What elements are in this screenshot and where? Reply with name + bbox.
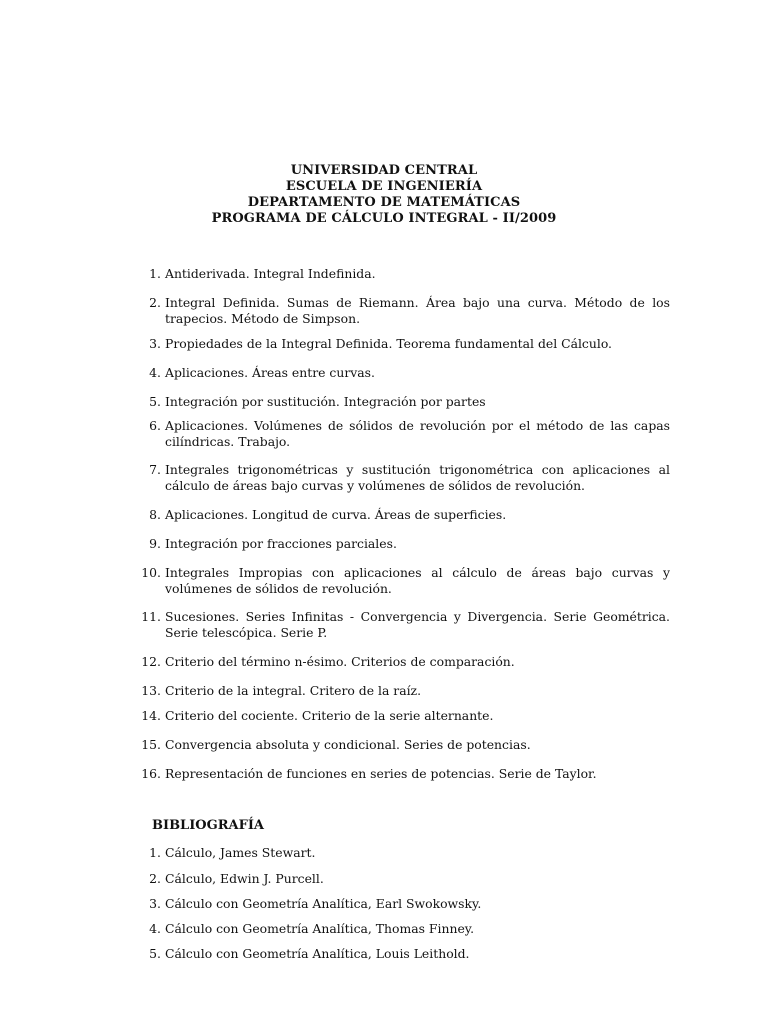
item-text: Integral Definida. Sumas de Riemann. Área bajo una curva. Método de los trapecios. Método de Simpson. bbox=[165, 295, 670, 326]
item-text: Cálculo con Geometría Analítica, Louis Leithold. bbox=[165, 946, 470, 961]
item-number: 11. bbox=[141, 609, 161, 624]
item-number: 2. bbox=[149, 295, 161, 310]
school-name: ESCUELA DE INGENIERÍA bbox=[285, 179, 483, 194]
item-number: 15. bbox=[141, 737, 161, 752]
item-text: Aplicaciones. Longitud de curva. Áreas de superficies. bbox=[165, 507, 507, 522]
item-text: Representación de funciones en series de potencias. Serie de Taylor. bbox=[165, 766, 597, 781]
item-text: Integrales trigonométricas y sustitución trigonométrica con aplicaciones al cálculo de áreas bajo curvas y volúmenes de sólidos de revolución. bbox=[165, 462, 670, 493]
item-number: 5. bbox=[149, 946, 161, 961]
item-number: 1. bbox=[149, 266, 161, 281]
item-text: Criterio del término n-ésimo. Criterios de comparación. bbox=[165, 654, 515, 669]
item-number: 10. bbox=[141, 565, 161, 580]
item-text: Integrales Impropias con aplicaciones al cálculo de áreas bajo curvas y volúmenes de sólidos de revolución. bbox=[165, 565, 670, 596]
item-text: Integración por fracciones parciales. bbox=[165, 536, 397, 551]
program-title: PROGRAMA DE CÁLCULO INTEGRAL - II/2009 bbox=[211, 211, 557, 226]
document-header bbox=[0, 163, 768, 227]
item-number: 3. bbox=[149, 896, 161, 911]
item-text: Criterio del cociente. Criterio de la serie alternante. bbox=[165, 708, 494, 723]
item-text: Aplicaciones. Áreas entre curvas. bbox=[165, 365, 375, 380]
item-number: 13. bbox=[141, 683, 161, 698]
item-number: 7. bbox=[149, 462, 161, 477]
item-number: 4. bbox=[149, 365, 161, 380]
item-text: Cálculo con Geometría Analítica, Earl Swokowsky. bbox=[165, 896, 482, 911]
item-number: 12. bbox=[141, 654, 161, 669]
item-text: Propiedades de la Integral Definida. Teorema fundamental del Cálculo. bbox=[165, 336, 612, 351]
item-text: Cálculo con Geometría Analítica, Thomas Finney. bbox=[165, 921, 475, 936]
department-name: DEPARTAMENTO DE MATEMÁTICAS bbox=[247, 195, 521, 210]
item-text: Sucesiones. Series Infinitas - Convergencia y Divergencia. Serie Geométrica. Serie telescópica. Serie P. bbox=[165, 609, 670, 640]
item-number: 16. bbox=[141, 766, 161, 781]
item-text: Criterio de la integral. Critero de la raíz. bbox=[165, 683, 422, 698]
item-text: Integración por sustitución. Integración por partes bbox=[165, 394, 486, 409]
item-text: Convergencia absoluta y condicional. Series de potencias. bbox=[165, 737, 531, 752]
item-number: 4. bbox=[149, 921, 161, 936]
item-text: Antiderivada. Integral Indefinida. bbox=[165, 266, 376, 281]
item-number: 2. bbox=[149, 871, 161, 886]
item-number: 8. bbox=[149, 507, 161, 522]
item-text: Cálculo, James Stewart. bbox=[165, 845, 316, 860]
item-number: 1. bbox=[149, 845, 161, 860]
item-number: 9. bbox=[149, 536, 161, 551]
university-name: UNIVERSIDAD CENTRAL bbox=[290, 163, 478, 178]
item-number: 14. bbox=[141, 708, 161, 723]
item-number: 3. bbox=[149, 336, 161, 351]
item-text: Cálculo, Edwin J. Purcell. bbox=[165, 871, 324, 886]
item-number: 5. bbox=[149, 394, 161, 409]
item-text: Aplicaciones. Volúmenes de sólidos de revolución por el método de las capas cilíndricas. Trabajo. bbox=[165, 418, 670, 449]
item-number: 6. bbox=[149, 418, 161, 433]
bibliography-title: BIBLIOGRAFÍA bbox=[152, 818, 264, 833]
